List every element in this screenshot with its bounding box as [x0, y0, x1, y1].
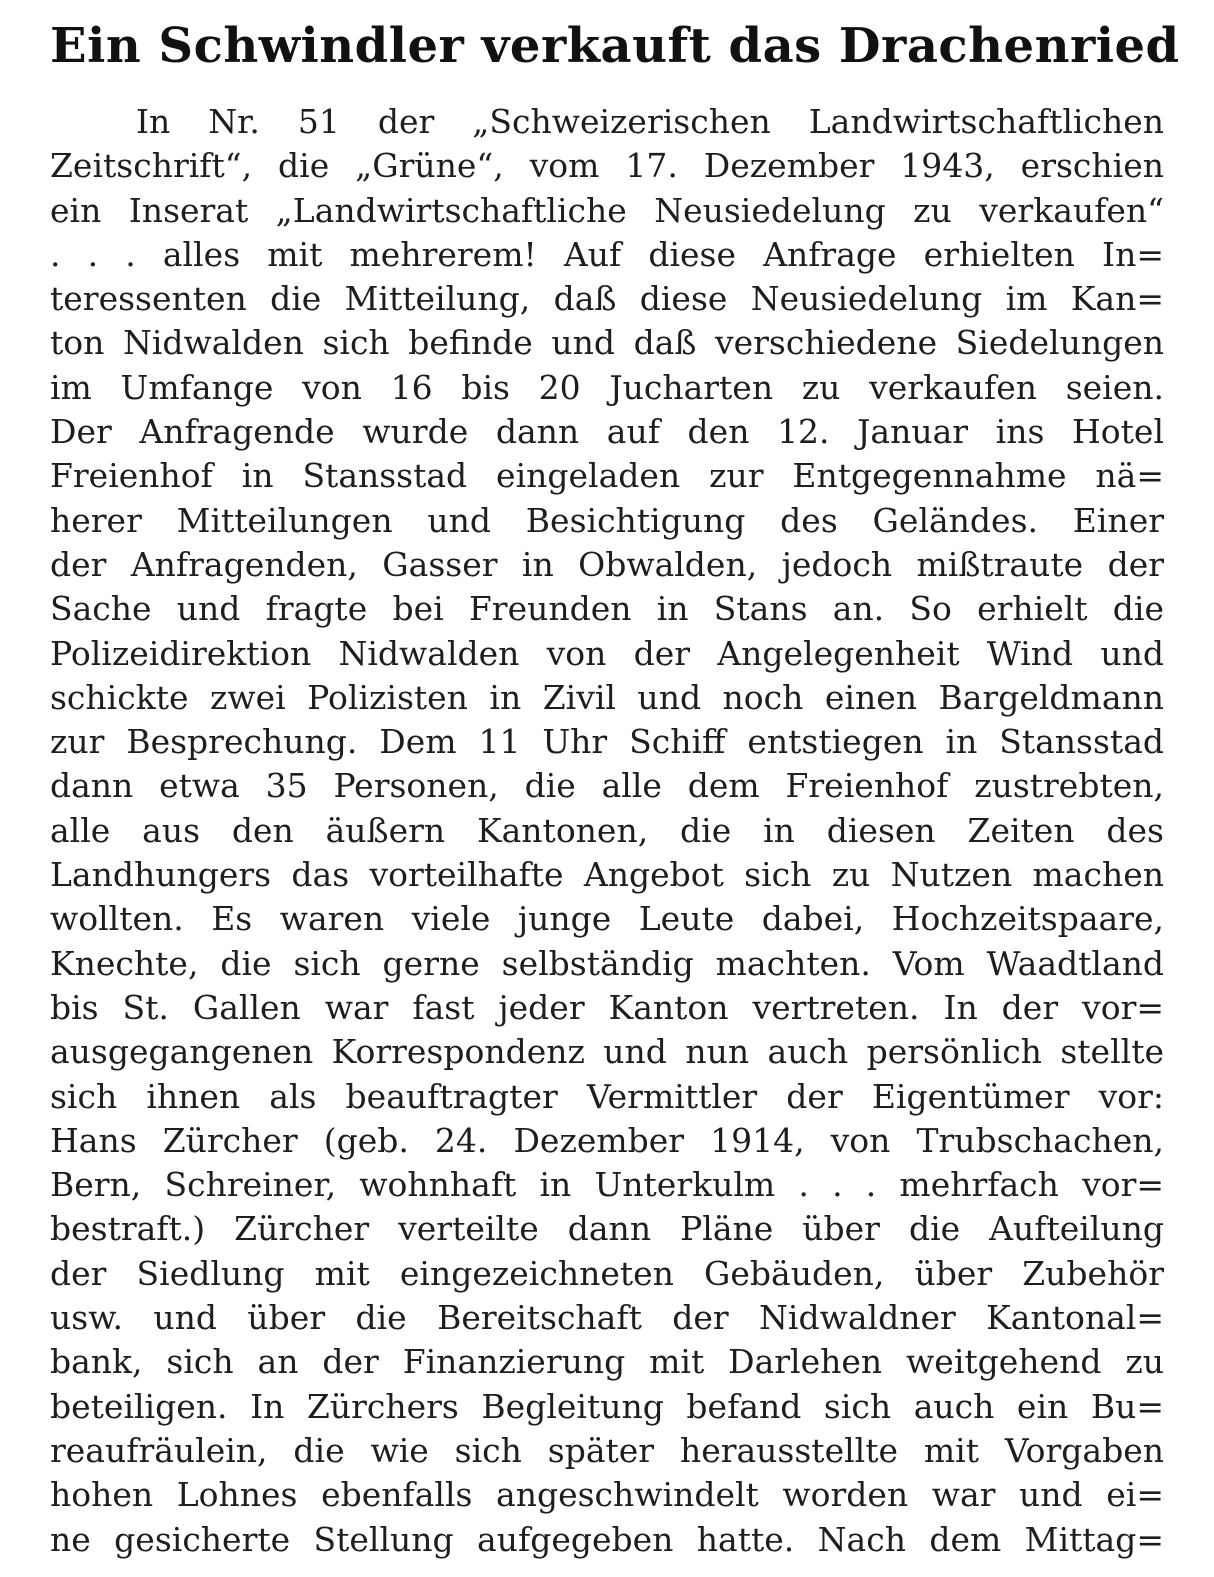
article-line: Polizeidirektion Nidwalden von der Angelegenheit Wind und	[50, 633, 1164, 673]
article-line: bis St. Gallen war fast jeder Kanton vertreten. In der vor=	[50, 987, 1164, 1027]
article-line: beteiligen. In Zürchers Begleitung befand sich auch ein Bu=	[50, 1386, 1164, 1426]
article-line: der Siedlung mit eingezeichneten Gebäuden, über Zubehör	[50, 1253, 1164, 1293]
article-line: Landhungers das vorteilhafte Angebot sich zu Nutzen machen	[50, 855, 1164, 895]
article-line: dann etwa 35 Personen, die alle dem Freienhof zustrebten,	[50, 766, 1164, 806]
article-line: bestraft.) Zürcher verteilte dann Pläne über die Aufteilung	[50, 1209, 1164, 1249]
article-line: schickte zwei Polizisten in Zivil und noch einen Bargeldmann	[50, 677, 1164, 717]
article-line: ausgegangenen Korrespondenz und nun auch persönlich stellte	[50, 1032, 1164, 1072]
article-line: Der Anfragende wurde dann auf den 12. Januar ins Hotel	[50, 412, 1164, 452]
article-line: ton Nidwalden sich befinde und daß verschiedene Siedelungen	[50, 323, 1164, 363]
article-line: Freienhof in Stansstad eingeladen zur Entgegennahme nä=	[50, 456, 1164, 496]
article-line: ein Inserat „Landwirtschaftliche Neusiedelung zu verkaufen“	[50, 190, 1164, 230]
article-line: hohen Lohnes ebenfalls angeschwindelt worden war und ei=	[50, 1475, 1164, 1515]
article-line: Sache und fragte bei Freunden in Stans an. So erhielt die	[50, 589, 1164, 629]
article-line: wollten. Es waren viele junge Leute dabei, Hochzeitspaare,	[50, 899, 1164, 939]
article-line: der Anfragenden, Gasser in Obwalden, jedoch mißtraute der	[50, 544, 1164, 584]
article-line: teressenten die Mitteilung, daß diese Neusiedelung im Kan=	[50, 279, 1164, 319]
article-line: Bern, Schreiner, wohnhaft in Unterkulm . . . mehrfach vor=	[50, 1165, 1164, 1205]
article-line: sich ihnen als beauftragter Vermittler der Eigentümer vor:	[50, 1076, 1164, 1116]
article-line: Hans Zürcher (geb. 24. Dezember 1914, von Trubschachen,	[50, 1120, 1164, 1160]
article-line: alle aus den äußern Kantonen, die in diesen Zeiten des	[50, 810, 1164, 850]
article-line: reaufräulein, die wie sich später herausstellte mit Vorgaben	[50, 1430, 1164, 1470]
article-line: zur Besprechung. Dem 11 Uhr Schiff entstiegen in Stansstad	[50, 722, 1164, 762]
article-line: Zeitschrift“, die „Grüne“, vom 17. Dezember 1943, erschien	[50, 146, 1164, 186]
article-body	[50, 100, 1164, 1562]
article-line: ne gesicherte Stellung aufgegeben hatte. Nach dem Mittag=	[50, 1519, 1164, 1559]
article-line: usw. und über die Bereitschaft der Nidwaldner Kantonal=	[50, 1298, 1164, 1338]
article-line: In Nr. 51 der „Schweizerischen Landwirtschaftlichen	[136, 102, 1164, 141]
article-headline: Ein Schwindler verkauft das Drachenried	[50, 18, 1180, 74]
article-line: im Umfange von 16 bis 20 Jucharten zu verkaufen seien.	[50, 367, 1164, 407]
article-line: herer Mitteilungen und Besichtigung des Geländes. Einer	[50, 500, 1164, 540]
article-line: Knechte, die sich gerne selbständig machten. Vom Waadtland	[50, 943, 1164, 983]
article-line: . . . alles mit mehrerem! Auf diese Anfrage erhielten In=	[50, 234, 1164, 274]
article-line: bank, sich an der Finanzierung mit Darlehen weitgehend zu	[50, 1342, 1164, 1382]
